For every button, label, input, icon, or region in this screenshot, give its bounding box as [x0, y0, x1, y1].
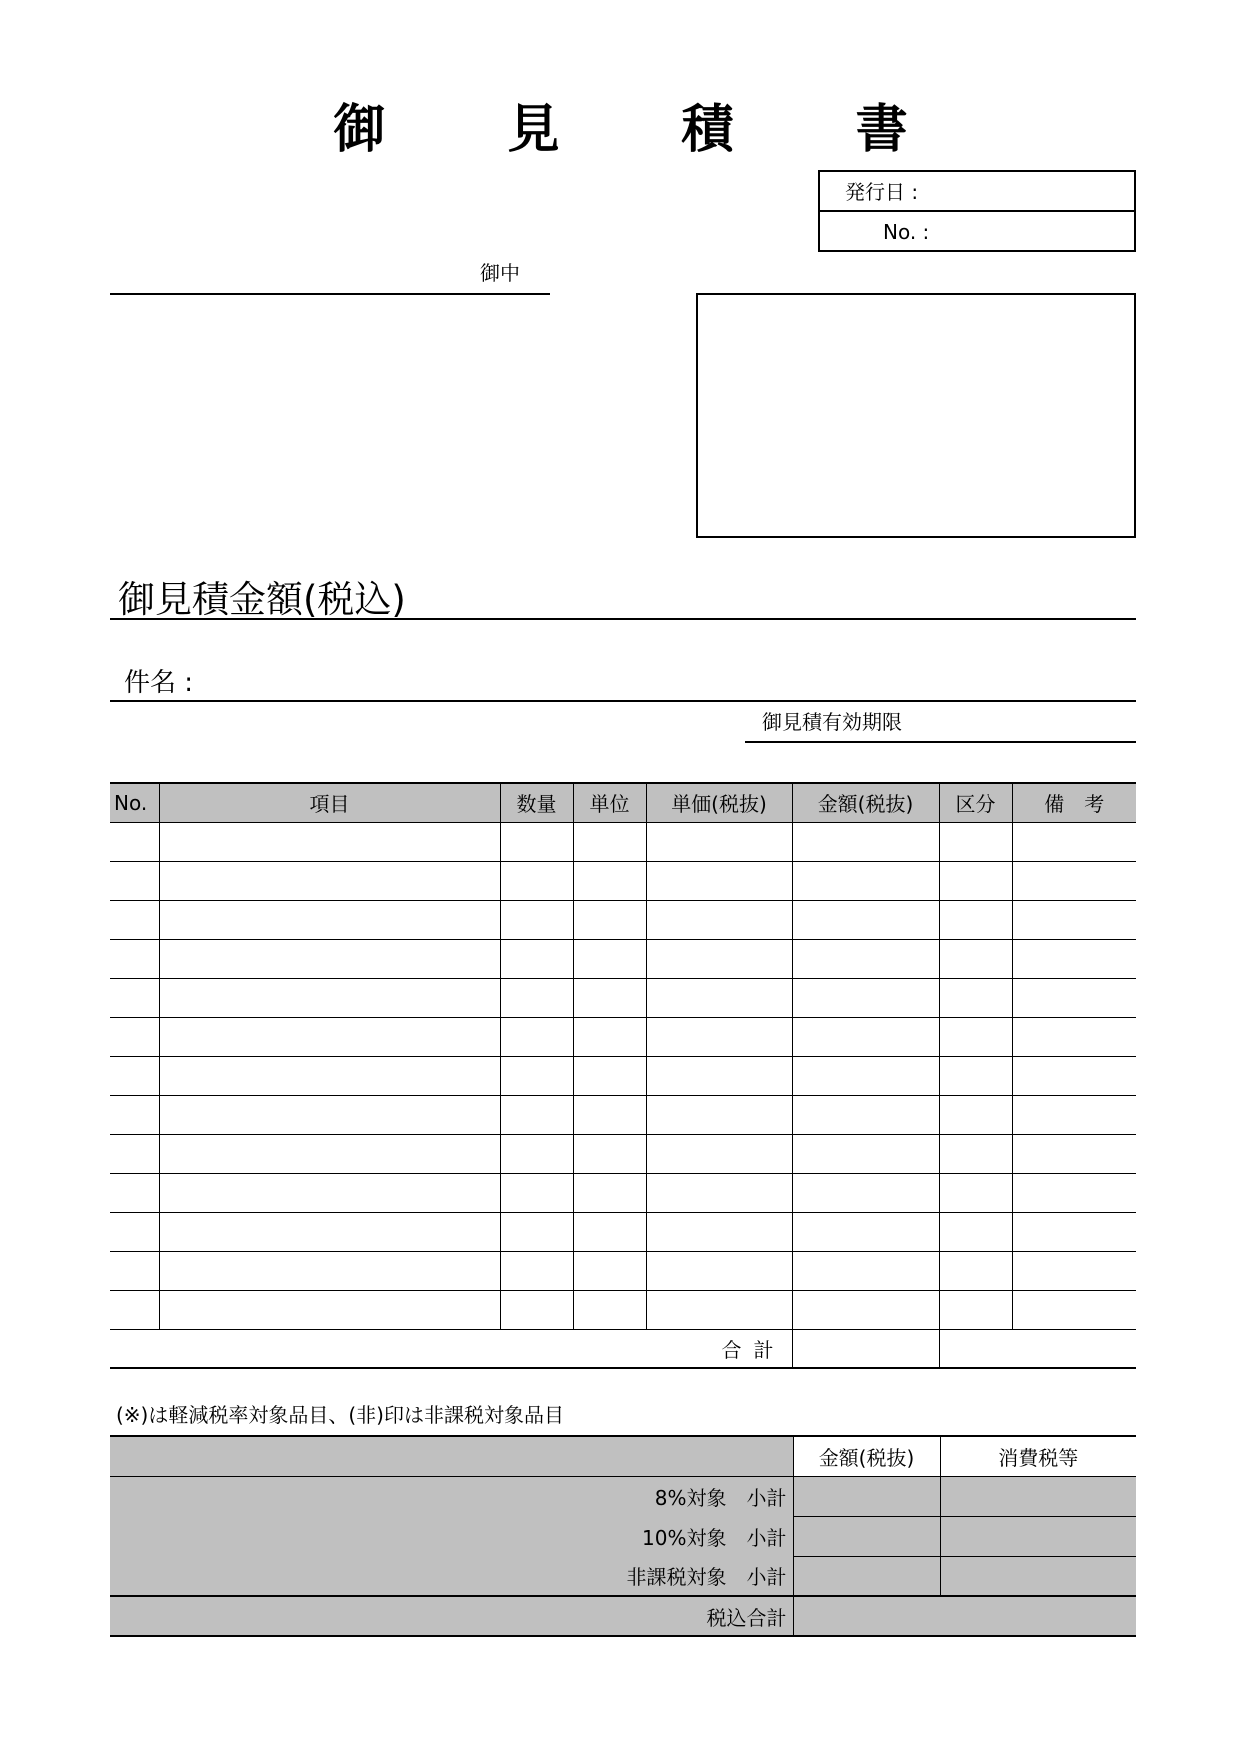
- total-blank-cell: [939, 1329, 1136, 1368]
- table-row: [110, 1251, 1136, 1290]
- cell-unit-price[interactable]: [646, 900, 792, 939]
- cell-amount[interactable]: [792, 822, 939, 861]
- tax-header-consumption: 消費税等: [940, 1436, 1136, 1476]
- cell-amount[interactable]: [792, 1212, 939, 1251]
- cell-quantity[interactable]: [500, 1212, 573, 1251]
- cell-no[interactable]: [110, 939, 159, 978]
- cell-amount[interactable]: [792, 900, 939, 939]
- cell-unit-price[interactable]: [646, 861, 792, 900]
- cell-unit[interactable]: [573, 978, 646, 1017]
- cell-unit-price[interactable]: [646, 822, 792, 861]
- subject-label: 件名 :: [124, 668, 194, 698]
- cell-no[interactable]: [110, 822, 159, 861]
- cell-quantity[interactable]: [500, 1251, 573, 1290]
- items-body: [110, 822, 1136, 1329]
- grand-total-row: [110, 1596, 1136, 1636]
- items-table: [110, 782, 1136, 1369]
- cell-remarks[interactable]: [1012, 939, 1136, 978]
- cell-item[interactable]: [159, 900, 500, 939]
- table-row: [110, 822, 1136, 861]
- tax-header-amount: 金額(税抜): [793, 1436, 940, 1476]
- tax-row-label: 非課税対象 小計: [110, 1556, 793, 1596]
- cell-item[interactable]: [159, 822, 500, 861]
- table-row: [110, 900, 1136, 939]
- cell-unit-price[interactable]: [646, 1173, 792, 1212]
- cell-item[interactable]: [159, 1212, 500, 1251]
- cell-quantity[interactable]: [500, 861, 573, 900]
- tax-header-row: [110, 1436, 1136, 1476]
- tax-note: (※)は軽減税率対象品目、(非)印は非課税対象品目: [116, 1403, 564, 1427]
- cell-amount[interactable]: [792, 978, 939, 1017]
- cell-category[interactable]: [939, 900, 1012, 939]
- cell-no[interactable]: [110, 1095, 159, 1134]
- cell-amount[interactable]: [792, 861, 939, 900]
- doc-number-row[interactable]: [820, 212, 1134, 252]
- cell-item[interactable]: [159, 1056, 500, 1095]
- doc-number-label: No. :: [883, 220, 930, 244]
- header-amount: 金額(税抜): [792, 783, 939, 822]
- tax-consumption-cell[interactable]: [940, 1516, 1136, 1556]
- total-amount-cell[interactable]: [792, 1329, 939, 1368]
- cell-no[interactable]: [110, 978, 159, 1017]
- table-row: [110, 1056, 1136, 1095]
- cell-unit-price[interactable]: [646, 939, 792, 978]
- total-label: 合計: [110, 1329, 792, 1368]
- cell-unit-price[interactable]: [646, 1251, 792, 1290]
- validity-line[interactable]: [745, 741, 1136, 743]
- cell-category[interactable]: [939, 1251, 1012, 1290]
- cell-item[interactable]: [159, 1251, 500, 1290]
- recipient-line[interactable]: [110, 293, 550, 295]
- validity-label: 御見積有効期限: [762, 710, 902, 734]
- issuer-box[interactable]: [696, 293, 1136, 538]
- cell-category[interactable]: [939, 978, 1012, 1017]
- table-row: [110, 1095, 1136, 1134]
- grand-total-label: 税込合計: [110, 1596, 793, 1636]
- header-unit-price: 単価(税抜): [646, 783, 792, 822]
- cell-unit[interactable]: [573, 900, 646, 939]
- cell-category[interactable]: [939, 1056, 1012, 1095]
- cell-unit-price[interactable]: [646, 1134, 792, 1173]
- cell-remarks[interactable]: [1012, 1290, 1136, 1329]
- table-row: [110, 1134, 1136, 1173]
- tax-row-10pct: [110, 1516, 1136, 1556]
- cell-amount[interactable]: [792, 1056, 939, 1095]
- cell-remarks[interactable]: [1012, 861, 1136, 900]
- cell-item[interactable]: [159, 1095, 500, 1134]
- tax-row-exempt: [110, 1556, 1136, 1596]
- issue-date-row[interactable]: [820, 172, 1134, 212]
- cell-unit[interactable]: [573, 1290, 646, 1329]
- cell-item[interactable]: [159, 939, 500, 978]
- cell-no[interactable]: [110, 900, 159, 939]
- cell-category[interactable]: [939, 1173, 1012, 1212]
- cell-amount[interactable]: [792, 1290, 939, 1329]
- issue-info-box: [818, 170, 1136, 252]
- cell-amount[interactable]: [792, 939, 939, 978]
- cell-unit[interactable]: [573, 861, 646, 900]
- tax-amount-cell[interactable]: [793, 1516, 940, 1556]
- cell-category[interactable]: [939, 1212, 1012, 1251]
- cell-item[interactable]: [159, 1290, 500, 1329]
- tax-consumption-cell[interactable]: [940, 1556, 1136, 1596]
- cell-quantity[interactable]: [500, 1017, 573, 1056]
- cell-category[interactable]: [939, 1017, 1012, 1056]
- cell-amount[interactable]: [792, 1251, 939, 1290]
- cell-no[interactable]: [110, 1056, 159, 1095]
- table-row: [110, 1212, 1136, 1251]
- header-category: 区分: [939, 783, 1012, 822]
- cell-remarks[interactable]: [1012, 1095, 1136, 1134]
- table-row: [110, 1173, 1136, 1212]
- cell-no[interactable]: [110, 1017, 159, 1056]
- cell-quantity[interactable]: [500, 978, 573, 1017]
- cell-item[interactable]: [159, 861, 500, 900]
- total-row: [110, 1329, 1136, 1368]
- cell-quantity[interactable]: [500, 939, 573, 978]
- cell-unit-price[interactable]: [646, 1017, 792, 1056]
- tax-consumption-cell[interactable]: [940, 1476, 1136, 1516]
- amount-line[interactable]: [110, 618, 1136, 620]
- cell-remarks[interactable]: [1012, 978, 1136, 1017]
- cell-unit-price[interactable]: [646, 1056, 792, 1095]
- cell-remarks[interactable]: [1012, 1056, 1136, 1095]
- table-row: [110, 978, 1136, 1017]
- cell-unit[interactable]: [573, 1017, 646, 1056]
- cell-category[interactable]: [939, 861, 1012, 900]
- cell-category[interactable]: [939, 822, 1012, 861]
- header-quantity: 数量: [500, 783, 573, 822]
- cell-no[interactable]: [110, 1134, 159, 1173]
- cell-quantity[interactable]: [500, 1134, 573, 1173]
- cell-remarks[interactable]: [1012, 1251, 1136, 1290]
- cell-remarks[interactable]: [1012, 1017, 1136, 1056]
- tax-row-label: 10%対象 小計: [110, 1516, 793, 1556]
- cell-unit[interactable]: [573, 1095, 646, 1134]
- cell-remarks[interactable]: [1012, 822, 1136, 861]
- cell-unit-price[interactable]: [646, 1290, 792, 1329]
- cell-quantity[interactable]: [500, 1290, 573, 1329]
- table-row: [110, 1290, 1136, 1329]
- cell-no[interactable]: [110, 1251, 159, 1290]
- cell-amount[interactable]: [792, 1095, 939, 1134]
- grand-total-cell[interactable]: [793, 1596, 1136, 1636]
- cell-remarks[interactable]: [1012, 1134, 1136, 1173]
- cell-unit[interactable]: [573, 1173, 646, 1212]
- header-unit: 単位: [573, 783, 646, 822]
- cell-quantity[interactable]: [500, 1095, 573, 1134]
- cell-amount[interactable]: [792, 1134, 939, 1173]
- cell-unit-price[interactable]: [646, 978, 792, 1017]
- cell-item[interactable]: [159, 1173, 500, 1212]
- tax-amount-cell[interactable]: [793, 1556, 940, 1596]
- cell-unit[interactable]: [573, 1134, 646, 1173]
- cell-remarks[interactable]: [1012, 1212, 1136, 1251]
- cell-no[interactable]: [110, 861, 159, 900]
- cell-unit[interactable]: [573, 822, 646, 861]
- cell-category[interactable]: [939, 1290, 1012, 1329]
- cell-unit-price[interactable]: [646, 1095, 792, 1134]
- cell-unit-price[interactable]: [646, 1212, 792, 1251]
- tax-row-label: 8%対象 小計: [110, 1476, 793, 1516]
- page-title: 御 見 積 書: [333, 100, 960, 160]
- tax-amount-cell[interactable]: [793, 1476, 940, 1516]
- header-item: 項目: [159, 783, 500, 822]
- cell-item[interactable]: [159, 978, 500, 1017]
- cell-no[interactable]: [110, 1290, 159, 1329]
- cell-unit[interactable]: [573, 1212, 646, 1251]
- header-remarks: 備 考: [1012, 783, 1136, 822]
- cell-category[interactable]: [939, 1134, 1012, 1173]
- issue-date-label: 発行日 :: [845, 180, 919, 204]
- header-no: No.: [110, 783, 159, 822]
- cell-no[interactable]: [110, 1173, 159, 1212]
- cell-no[interactable]: [110, 1212, 159, 1251]
- items-header-row: [110, 783, 1136, 822]
- cell-unit[interactable]: [573, 939, 646, 978]
- cell-category[interactable]: [939, 939, 1012, 978]
- recipient-suffix: 御中: [480, 261, 520, 285]
- cell-category[interactable]: [939, 1095, 1012, 1134]
- cell-amount[interactable]: [792, 1173, 939, 1212]
- tax-summary-table: [110, 1435, 1136, 1637]
- cell-quantity[interactable]: [500, 900, 573, 939]
- table-row: [110, 1017, 1136, 1056]
- tax-header-blank: [110, 1436, 793, 1476]
- cell-remarks[interactable]: [1012, 900, 1136, 939]
- cell-item[interactable]: [159, 1017, 500, 1056]
- cell-item[interactable]: [159, 1134, 500, 1173]
- subject-line[interactable]: [110, 700, 1136, 702]
- cell-amount[interactable]: [792, 1017, 939, 1056]
- cell-unit[interactable]: [573, 1251, 646, 1290]
- cell-remarks[interactable]: [1012, 1173, 1136, 1212]
- amount-label: 御見積金額(税込): [118, 578, 406, 621]
- cell-quantity[interactable]: [500, 1056, 573, 1095]
- cell-unit[interactable]: [573, 1056, 646, 1095]
- table-row: [110, 861, 1136, 900]
- cell-quantity[interactable]: [500, 1173, 573, 1212]
- cell-quantity[interactable]: [500, 822, 573, 861]
- tax-row-8pct: [110, 1476, 1136, 1516]
- table-row: [110, 939, 1136, 978]
